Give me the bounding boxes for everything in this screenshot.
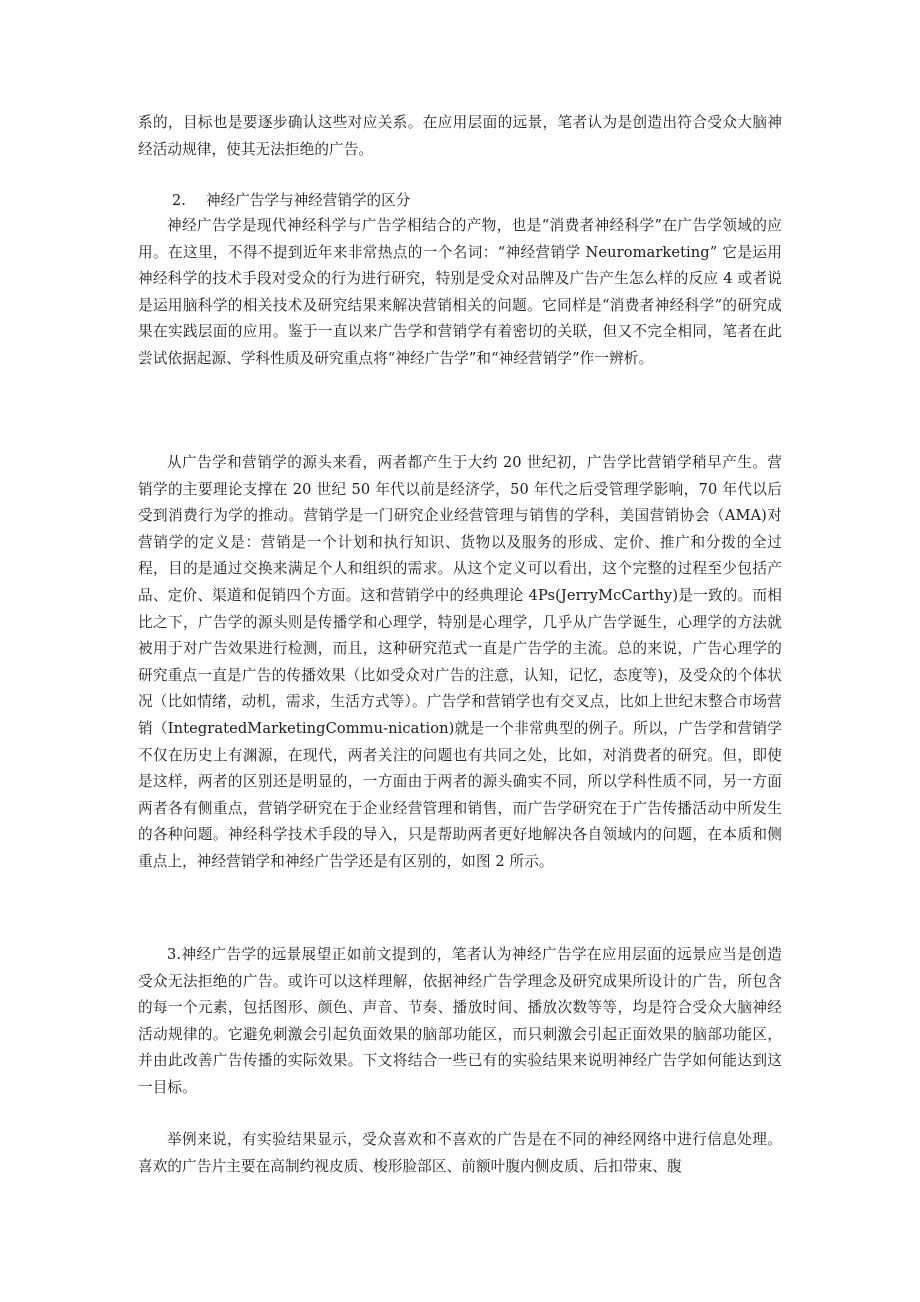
paragraph-outlook: 3.神经广告学的远景展望正如前文提到的，笔者认为神经广告学在应用层面的远景应当是创造受众无法拒绝的广告。或许可以这样理解，依据神经广告学理念及研究成果所设计的广告，所包含的每一个元素，包括图形、颜色、声音、节奏、播放时间、播放次数等等，均是符合受众大脑神经活动规律的。它避免刺激会引起负面效果的脑部功能区，而只刺激会引起正面效果的脑部功能区，并由此改善广告传播的实际效果。下文将结合一些已有的实验结果来说明神经广告学如何能达到这一目标。 [138, 946, 782, 1096]
paragraph-intro-continued: 系的，目标也是要逐步确认这些对应关系。在应用层面的远景，笔者认为是创造出符合受众大脑神经活动规律，使其无法拒绝的广告。 [138, 114, 782, 158]
section-number: 2. [172, 192, 186, 209]
paragraph-example: 举例来说，有实验结果显示，受众喜欢和不喜欢的广告是在不同的神经网络中进行信息处理。喜欢的广告片主要在高制约视皮质、梭形脸部区、前额叶腹内侧皮质、后扣带束、腹 [138, 1131, 782, 1175]
document-page [138, 0, 782, 1302]
section-title: 神经广告学与神经营销学的区分 [206, 192, 411, 209]
paragraph-origins-comparison: 从广告学和营销学的源头来看，两者都产生于大约 20 世纪初，广告学比营销学稍早产生。营销学的主要理论支撑在 20 世纪 50 年代以前是经济学，50 年代之后受管理学影响，70 年代以后受到消费行为学的推动。营销学是一门研究企业经营管理与销售的学科，美国营销协会（AMA)对营销学的定义是：营销是一个计划和执行知识、货物以及服务的形成、定价、推广和分拨的全过程，目的是通过交换来满足个人和组织的需求。从这个定义可以看出，这个完整的过程至少包括产品、定价、渠道和促销四个方面。这和营销学中的经典理论 4Ps(JerryMcCarthy)是一致的。而相比之下，广告学的源头则是传播学和心理学，特别是心理学，几乎从广告学诞生，心理学的方法就被用于对广告效果进行检测，而且，这种研究范式一直是广告学的主流。总的来说，广告心理学的研究重点一直是广告的传播效果（比如受众对广告的注意，认知，记忆，态度等)，及受众的个体状况（比如情绪，动机，需求，生活方式等）。广告学和营销学也有交叉点，比如上世纪末整合市场营销（IntegratedMarketingCommu-nication)就是一个非常典型的例子。所以，广告学和营销学不仅在历史上有渊源，在现代，两者关注的问题也有共同之处，比如，对消费者的研究。但，即使是这样，两者的区别还是明显的，一方面由于两者的源头确实不同，所以学科性质不同，另一方面两者各有侧重点，营销学研究在于企业经营管理和销售，而广告学研究在于广告传播活动中所发生的各种问题。神经科学技术手段的导入，只是帮助两者更好地解决各自领域内的问题，在本质和侧重点上，神经营销学和神经广告学还是有区别的，如图 2 所示。 [138, 454, 782, 870]
section-heading-2 [172, 188, 410, 215]
paragraph-neuro-advertising-definition: 神经广告学是现代神经科学与广告学相结合的产物，也是“消费者神经科学”在广告学领域的应用。在这里，不得不提到近年来非常热点的一个名词：“神经营销学 Neuromarketing” 它是运用神经科学的技术手段对受众的行为进行研究，特别是受众对品牌及广告产生怎么样的反应 4 或者说是运用脑科学的相关技术及研究结果来解决营销相关的问题。它同样是“消费者神经科学”的研究成果在实践层面的应用。鉴于一直以来广告学和营销学有着密切的关联，但又不完全相同，笔者在此尝试依据起源、学科性质及研究重点将“神经广告学”和“神经营销学”作一辨析。 [138, 217, 782, 367]
